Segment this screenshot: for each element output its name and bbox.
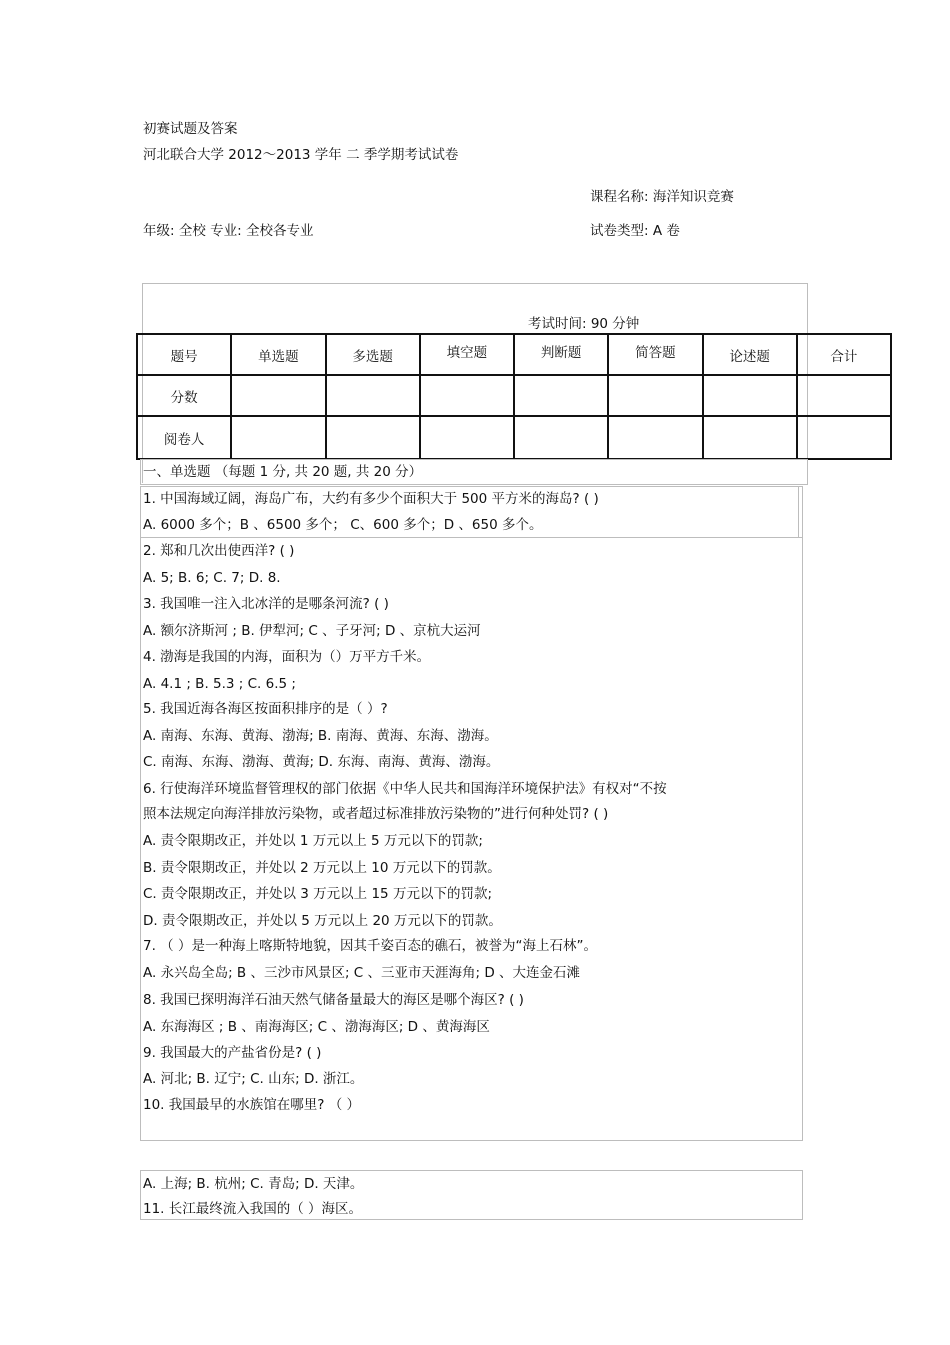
question-divider (140, 537, 802, 538)
header-cell: 单选题 (231, 334, 325, 375)
grade-major-line: 年级: 全校 专业: 全校各专业 (143, 223, 314, 239)
option-line: C. 责令限期改正，并处以 3 万元以上 15 万元以下的罚款; (143, 886, 492, 902)
exam-time: 考试时间: 90 分钟 (528, 316, 640, 332)
score-row (137, 375, 891, 416)
question-line: 10. 我国最早的水族馆在哪里? （ ） (143, 1097, 361, 1113)
section-title: 一、单选题 （每题 1 分, 共 20 题, 共 20 分） (143, 464, 423, 480)
option-line: C. 南海、东海、渤海、黄海; D. 东海、南海、黄海、渤海。 (143, 754, 500, 770)
option-line: B. 责令限期改正，并处以 2 万元以上 10 万元以下的罚款。 (143, 860, 501, 876)
option-line: A. 南海、东海、黄海、渤海; B. 南海、黄海、东海、渤海。 (143, 728, 498, 744)
score-cell[interactable] (703, 375, 797, 416)
question-box-edge (798, 486, 803, 538)
score-cell[interactable] (608, 375, 702, 416)
grader-cell[interactable] (420, 416, 514, 459)
question-line: 3. 我国唯一注入北冰洋的是哪条河流? ( ) (143, 596, 389, 612)
option-line: A. 额尔济斯河 ; B. 伊犁河; C 、子牙河; D 、京杭大运河 (143, 623, 481, 639)
grader-cell[interactable] (797, 416, 891, 459)
header-cell: 简答题 (608, 334, 702, 375)
option-line: A. 河北; B. 辽宁; C. 山东; D. 浙江。 (143, 1071, 364, 1087)
exam-info-line: 河北联合大学 2012～2013 学年 二 季学期考试试卷 (143, 147, 459, 163)
document-title: 初赛试题及答案 (143, 121, 238, 137)
option-line: D. 责令限期改正，并处以 5 万元以上 20 万元以下的罚款。 (143, 913, 502, 929)
course-name: 课程名称: 海洋知识竞赛 (590, 189, 734, 205)
option-line: A. 4.1 ; B. 5.3 ; C. 6.5 ; (143, 676, 296, 692)
question-line: 9. 我国最大的产盐省份是? ( ) (143, 1045, 322, 1061)
score-table (136, 333, 892, 460)
grader-cell[interactable] (231, 416, 325, 459)
header-cell: 合计 (797, 334, 891, 375)
header-cell: 填空题 (420, 334, 514, 375)
grader-cell[interactable] (703, 416, 797, 459)
header-cell: 题号 (137, 334, 231, 375)
header-cell: 多选题 (326, 334, 420, 375)
score-row-label: 分数 (137, 375, 231, 416)
question-line: 2. 郑和几次出使西洋? ( ) (143, 543, 295, 559)
question-line: 4. 渤海是我国的内海，面积为（）万平方千米。 (143, 649, 431, 665)
question-line: 1. 中国海域辽阔，海岛广布，大约有多少个面积大于 500 平方米的海岛? ( ) (143, 491, 599, 507)
question-line: 8. 我国已探明海洋石油天然气储备量最大的海区是哪个海区? ( ) (143, 992, 524, 1008)
grader-cell[interactable] (326, 416, 420, 459)
score-cell[interactable] (231, 375, 325, 416)
question-line: 5. 我国近海各海区按面积排序的是（ ）? (143, 701, 388, 717)
grader-cell[interactable] (514, 416, 608, 459)
option-line: A. 永兴岛全岛; B 、三沙市风景区; C 、三亚市天涯海角; D 、大连金石滩 (143, 965, 581, 981)
score-cell[interactable] (326, 375, 420, 416)
score-table-header-row (137, 334, 891, 375)
option-line: A. 上海; B. 杭州; C. 青岛; D. 天津。 (143, 1176, 364, 1192)
header-cell: 论述题 (703, 334, 797, 375)
option-line: A. 责令限期改正，并处以 1 万元以上 5 万元以下的罚款; (143, 833, 483, 849)
question-line: 7. （ ）是一种海上喀斯特地貌，因其千姿百态的礁石，被誉为“海上石林”。 (143, 938, 597, 954)
question-line: 11. 长江最终流入我国的（ ）海区。 (143, 1201, 363, 1217)
score-cell[interactable] (420, 375, 514, 416)
grader-row (137, 416, 891, 459)
option-line: A. 6000 多个；B 、6500 多个； C、600 多个；D 、650 多个。 (143, 517, 543, 533)
question-line: 6. 行使海洋环境监督管理权的部门依据《中华人民共和国海洋环境保护法》有权对“不按 (143, 781, 667, 797)
option-line: A. 东海海区 ; B 、南海海区; C 、渤海海区; D 、黄海海区 (143, 1019, 490, 1035)
paper-type: 试卷类型: A 卷 (590, 223, 680, 239)
header-cell: 判断题 (514, 334, 608, 375)
option-line: A. 5; B. 6; C. 7; D. 8. (143, 570, 281, 586)
grader-row-label: 阅卷人 (137, 416, 231, 459)
score-cell[interactable] (514, 375, 608, 416)
score-cell[interactable] (797, 375, 891, 416)
question-line: 照本法规定向海洋排放污染物，或者超过标准排放污染物的”进行何种处罚? ( ) (143, 806, 609, 822)
grader-cell[interactable] (608, 416, 702, 459)
